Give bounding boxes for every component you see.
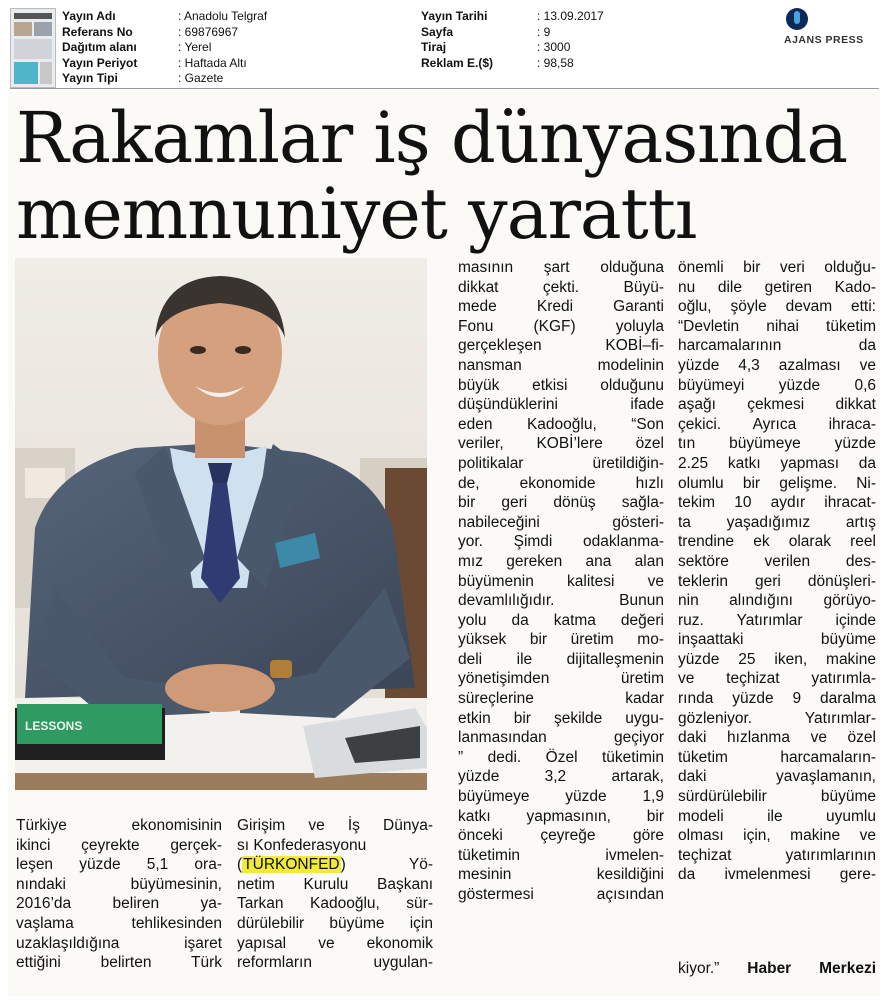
text-line: dürülebilir büyüme için [237,914,433,932]
text-line-byline: kiyor.” Haber Merkezi [678,960,877,978]
meta-row-reklam: Reklam E.($) : 98,58 [421,55,574,70]
text-line: Tarkan Kadooğlu, sür- [237,895,433,913]
text-line: olumlu bir gelişme. Ni- [678,474,876,492]
portrait-illustration [15,258,427,790]
text-line: de, ekonomide hızlı [458,474,664,492]
article-column-1 [16,816,222,973]
page-thumbnail[interactable] [10,8,56,88]
article-column-3 [458,258,664,905]
text-line: reformların uygulan- [237,954,433,972]
text-line: yüzde 3,2 artarak, [458,768,664,786]
text-line: mede Kredi Garanti [458,298,664,316]
ajans-press-logo-icon [786,8,808,30]
text-line: gerçekleşen KOBİ–fi- [458,337,664,355]
text-line: dikkat çekti. Büyü- [458,278,664,296]
text-line: politikalar üretildiğin- [458,454,664,472]
meta-row-yayin-tarihi: Yayın Tarihi : 13.09.2017 [421,9,604,23]
text-line: yor. Şimdi odaklanma- [458,533,664,551]
article-column-4 [678,258,876,885]
text-line: nabileceğini gösteri- [458,513,664,531]
text-line: trendine ek olarak reel [678,533,876,551]
text-line: göstermesi açısından [458,886,664,903]
text-line: vaşlama tehlikesinden [16,914,222,932]
meta-row-referans-no: Referans No : 69876967 [62,24,239,39]
text-line: Fonu (KGF) yoluyla [458,317,664,335]
text-line: tekim 10 aydır ihracat- [678,494,876,512]
text-line: büyümenin kalitesi ve [458,572,664,590]
text-line: süreçlerine kadar [458,690,664,708]
article-column-2 [237,816,433,973]
text-line: yüzde 25 iken, makine [678,650,876,668]
text-line: ta yaşadığımız artış [678,513,876,531]
text-line: tüketimin ivmelen- [458,846,664,864]
text-line: eden Kadooğlu, “Son [458,415,664,433]
text-line: gözleniyor. Yatırımlar- [678,709,876,727]
text-line-highlight: (TÜRKONFED) Yö- [237,856,433,874]
text-line: oğlu, şöyle devam etti: [678,298,876,316]
ajans-press-logo [786,8,882,52]
text-line: uzaklaşıldığına işaret [16,934,222,952]
article-headline [16,97,876,255]
text-line: etkin bir şekilde uygu- [458,709,664,727]
text-line: yüzde 4,3 azalması ve [678,356,876,374]
text-line: bir geri dönüş sağla- [458,494,664,512]
text-line: devamlılığıdır. Bunun [458,592,664,610]
text-line: yolu da katma değeri [458,611,664,629]
text-line: sektöre verilen des- [678,552,876,570]
text-line: daki hızlanma ve özel [678,729,876,747]
logo-text: AJANS PRESS [784,34,864,46]
text-line: mız gereken ana alan [458,552,664,570]
meta-row-yayin-periyot: Yayın Periyot : Haftada Altı [62,55,247,70]
text-line: modeli ile uyumlu [678,807,876,825]
text-line: netim Kurulu Başkanı [237,875,433,893]
text-line: düşündüklerini ifade [458,396,664,414]
meta-right [421,9,604,71]
text-line: nin alındığını görüyo- [678,592,876,610]
text-line: tın büyümeye yüzde [678,435,876,453]
text-line: da ivmelenmesi gere- [678,866,876,884]
text-line: yönetişimden üretim [458,670,664,688]
headline-line-2: memnuniyet yarattı [16,173,697,255]
text-line: leşen yüzde 5,1 ora- [16,856,222,874]
text-line: ettiğini belirten Türk [16,954,222,972]
text-line: önceki çeyreğe göre [458,827,664,845]
text-line: 2016’da beliren ya- [16,895,222,913]
text-line: ” dedi. Özel tüketimin [458,748,664,766]
highlighted-keyword: TÜRKONFED [243,856,340,874]
text-line: rında yüzde 9 daralma [678,690,876,708]
text-line: harcamalarının da [678,337,876,355]
meta-row-sayfa: Sayfa : 9 [421,24,551,39]
text-line: daki yavaşlamanın, [678,768,876,786]
text-line: çekici. Ayrıca ihraca- [678,415,876,433]
text-line: inşaattaki büyüme [678,631,876,649]
text-line: katkı yapmasının, bir [458,807,664,825]
text-line: ve teçhizat yatırımla- [678,670,876,688]
text-line: Türkiye ekonomisinin [16,817,222,834]
text-line: teklerin geri dönüşleri- [678,572,876,590]
text-line: büyümeye yüzde 1,9 [458,788,664,806]
text-line: ruz. Yatırımlar içinde [678,611,876,629]
text-line: lanmasından geçiyor [458,729,664,747]
text-line: deli ile dijitalleşmenin [458,650,664,668]
meta-row-dagitim-alani: Dağıtım alanı : Yerel [62,40,212,54]
text-line: nu dile getiren Kado- [678,278,876,296]
byline: Haber Merkezi [747,960,877,978]
text-line: tüketim harcamaların- [678,748,876,766]
text-line: 2.25 katkı yapması da [678,454,876,472]
article-column-4-last-line [678,959,876,979]
text-line: veriler, KOBİ’lere özel [458,435,664,453]
meta-row-yayin-adi: Yayın Adı : Anadolu Telgraf [62,9,268,23]
text-line: nındaki büyümesinin, [16,875,222,893]
text-line: teçhizat yatırımlarının [678,846,876,864]
text-line: Girişim ve İş Dünya- [237,817,433,834]
book-cover-text: LESSONS [25,719,83,733]
text-line: ikinci çeyrekte gerçek- [16,836,222,854]
text-line: önemli bir veri olduğu- [678,259,876,276]
clipping-header [0,0,889,88]
headline-line-1: Rakamlar iş dünyasında [16,97,848,179]
text-line: masının şart olduğuna [458,259,664,276]
header-divider [10,88,879,89]
text-line: yapısal ve ekonomik [237,934,433,952]
text-line: büyük etkisi olduğunu [458,376,664,394]
text-line: nansman modelinin [458,356,664,374]
text-line: sürdürülebilir büyüme [678,788,876,806]
meta-row-yayin-tipi: Yayın Tipi : Gazete [62,71,224,85]
article-photo [15,258,427,790]
text-line: mesinin kesildiğini [458,866,664,884]
meta-row-tiraj: Tiraj : 3000 [421,40,571,54]
text-line: yüksek bir üretim mo- [458,631,664,649]
text-line: sı Konfederasyonu [237,836,367,854]
meta-left [62,9,267,87]
text-line: aşağı çekmesi dikkat [678,396,876,414]
text-line: “Devletin nihai tüketim [678,317,876,335]
text-line: olması için, makine ve [678,827,876,845]
text-line: büyümeyi yüzde 0,6 [678,376,876,394]
